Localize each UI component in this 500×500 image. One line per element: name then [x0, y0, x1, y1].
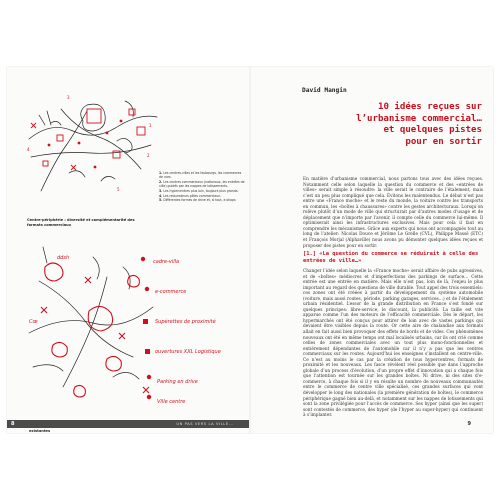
sketch-note: ouvertures XXL Logistique — [155, 349, 221, 355]
title-line: 10 idées reçues sur — [377, 102, 482, 112]
section-title: [1.] «La question du commerce se réduirait à celle des entrées de ville…» — [303, 251, 479, 264]
sketch-note: e-commerce — [155, 289, 187, 295]
legend-item: 2. Les centres commerciaux (nationaux, les entrées de ville) guidés par les nappes de lotissements. — [159, 179, 245, 189]
title-line: l’urbanisme commercial… — [356, 113, 482, 124]
sketch-note: ddsh — [57, 255, 70, 261]
section-body: Changer l’idée selon laquelle la «France moche» serait affaire de pubs agressives, et de «boîtes» médiocres et d’imperfections des parkings de surface… Cette entrée est une entrée en matière. Mais elle n’est pas, loin de là, l’enjeu le plus important au regard des questions de ville durable. Tout appel des trois essentiels: ces zones ont été créées à partir du développement du système automobile (voiture, mais aussi routes, période, parking garages, services…) et de l’étalement urbain résidentiel. L’essor de la grande distribution en France s’est fondé sur quelques principes: libre-service, le discount, la publicité. La taille est vite apparue comme l’un des moteurs de l’efficacité commerciale. Dès le départ, les hypermarchés ont été conçus pour attirer de loin avec de vastes parkings qui devaient être visibles depuis la route. Or cette aire de chalandise aux formats allait en fait aussi bien provoquer des effets de bords et de vides. Ces phénomènes nouveaux ont été en même temps ont mal localisés urbains, car ils ont crié comme celles de zones commerciales avec un tout plus mono-fonctionnelles et entièrement dépendantes de l’automobile car il n’y a pas que les centres commerciaux sur les routes. Aujourd’hui les enseignes s’installent en centre-ville. Ce n’est au moins le cas par la création de tous hypercentres, formats de proximité et les nouveaux. Les fasce révèlent réel possible que dans l’approche globale d’un process d’évolution, d’un propre effet d’innovation qui a chaque fois que l’attention est tournée sur les grandes boîtes. Ni drive, ni des sites d’e-commerce, à chaque fois si il y en résulte un nombre de nouveaux communautés entre le commerce de centre ville spécialisé, ces grandes surfaces qui vont développer le long des nationales (la première génération de boîtes), le commerce périphérique gagné bien au-delà, et notamment sur les nappes de lotissements qui sont la zone privilégiée pour l’accès de commerce. Ses hyper (ainsi que les super) sont contestés de commerce, des hyper (de l’hyper au super-hyper) qui continuent à s’implanter. — [303, 269, 483, 419]
intro-paragraph: En matière d’urbanisme commercial, nous partons tous avec des idées reçues. Notamment celle selon laquelle la question du commerce et des «entrées de villes» serait simple à résoudre: la ville serait le contraire de l’étalement, mais c’est un peu plus compliqué que cela. Évitons les malentendus. Le débat n’est pas entre une «France moche» et le reste du monde, la voiture contre les transports en commun, les «boîtes à chaussures» contre les gestes architecturaux. Lorsqu’on relève plutôt d’un mode de ville qui structurait par d’autres modes d’usage et de déplacement que n’importe par l’avenir, il compte celle du commerce lui-même. Il optimiserait ainsi les infrastructures exclusives. Mais pour cela il faut en comprendre les mécanismes. Grâce aux experts qui nous ont accompagnés tout au long de l’atelier: Nicolas Douce et Jérôme Le Grelle (CVL), Philippe Massé (ETC) et François Morjal (Alphaville) nous avons pu démonter quelques idées reçues et proposer des pistes pour en sortir. — [303, 177, 483, 249]
sketch-mark-2: 2 — [147, 153, 150, 158]
page-number-right: 9 — [467, 421, 471, 427]
left-page — [7, 67, 250, 433]
title-line: et quelques pistes — [383, 125, 482, 136]
article-title — [340, 102, 482, 148]
right-page — [250, 67, 493, 433]
sketch-creation-destruction — [23, 237, 233, 417]
caption-bottom: existantes — [29, 429, 51, 433]
legend-item: 5. Différentes formes de drive et, si tout, e-shops — [159, 198, 236, 203]
caption-top: Centre-périphérie : diversité et complémentarité des formats commerciaux — [27, 218, 135, 227]
sketch-note: cadre-villa — [153, 259, 180, 265]
sketch-note: Ville centre — [157, 399, 186, 405]
legend-item: 1. Les centres-villes et les faubourgs, les commerces de rues. — [159, 171, 242, 180]
sketch-note: Cœ — [29, 319, 38, 325]
sketch-mark-1: 1 — [149, 123, 152, 128]
legend-item: 3. Les hypercentres plus loin, toujours plus grands. — [159, 188, 239, 193]
sketch-centre-peripherie — [21, 81, 161, 201]
sketch-legend — [159, 171, 245, 203]
sketch-mark-3: 3 — [67, 95, 70, 100]
title-line: pour en sortir — [405, 136, 482, 147]
sketch-mark-5: 5 — [117, 187, 120, 192]
page-number-left: 8 — [11, 421, 15, 427]
sketch-note: Parking en drive — [157, 379, 198, 385]
footer-bar — [7, 420, 250, 428]
sketch-mark-4: 4 — [27, 147, 30, 152]
book-spread — [7, 67, 493, 433]
legend-item: 4. Les retaurateurs pôles commerciaux. — [159, 193, 221, 198]
running-head: UN PAS VERS LA VILLE... — [176, 422, 234, 426]
sketch-note: Supérettes de proximité — [155, 319, 216, 325]
author-name: David Mangin — [302, 87, 347, 94]
